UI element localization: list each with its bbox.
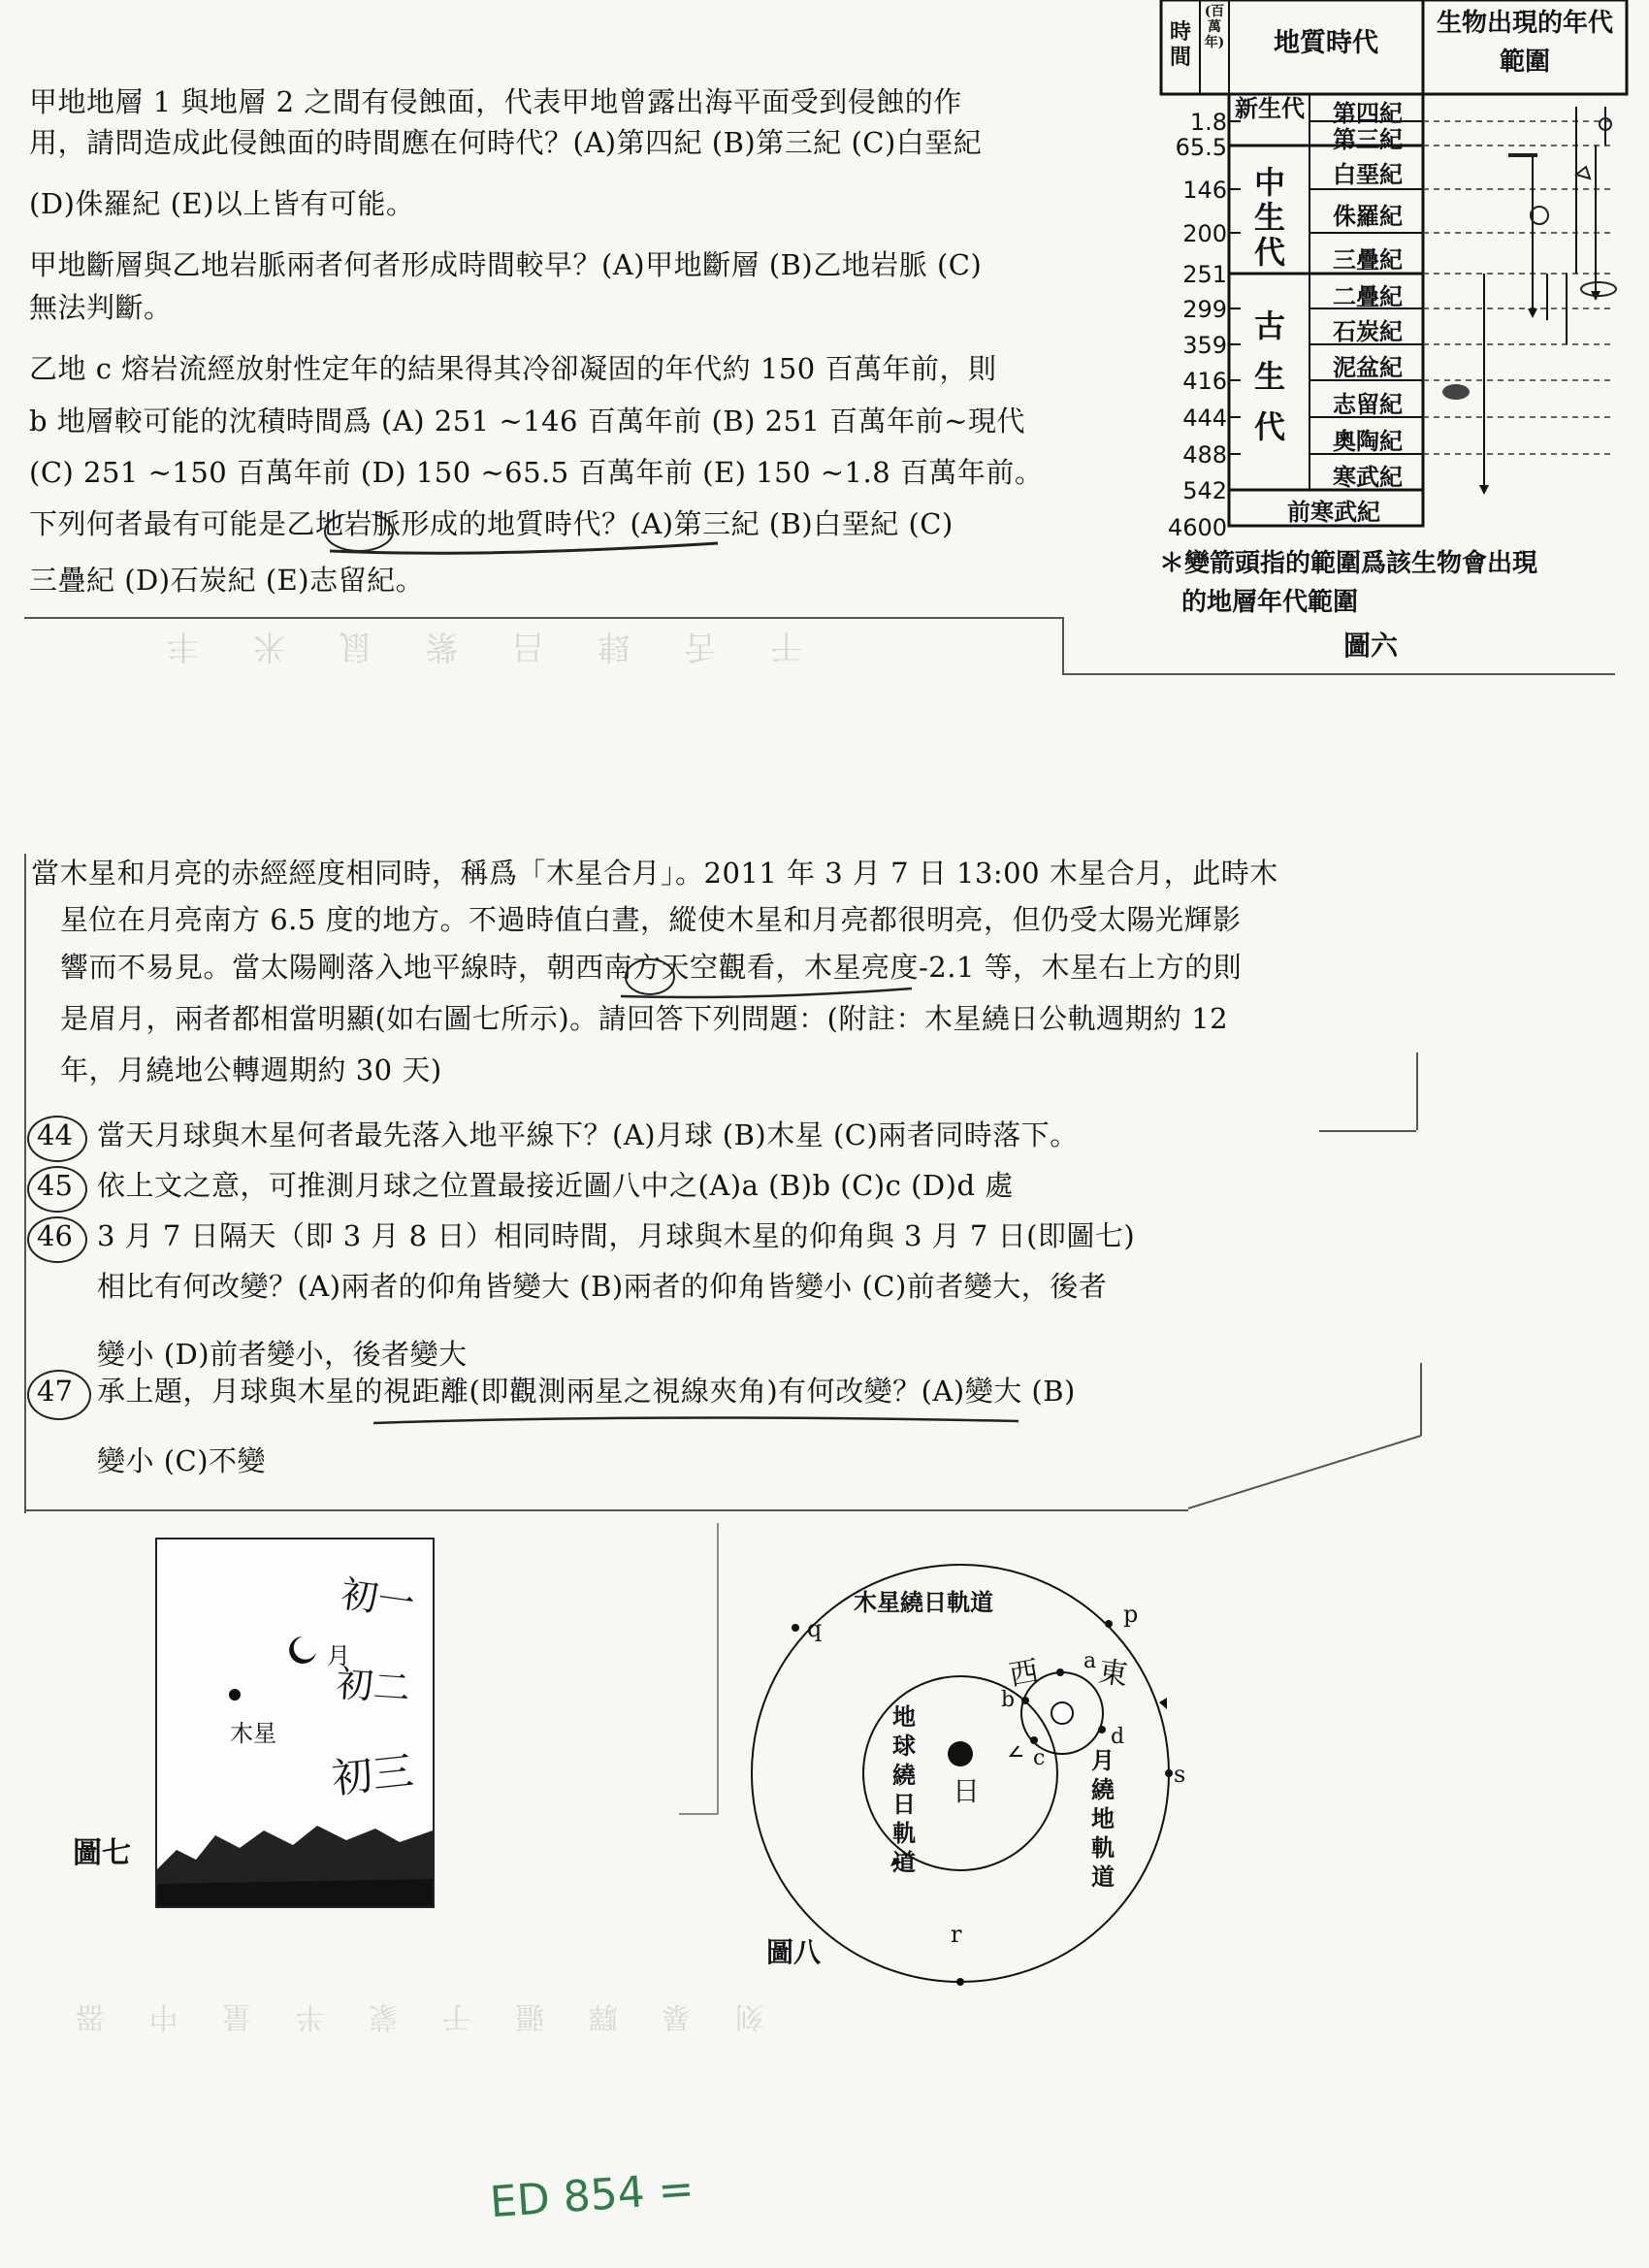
handwritten-underline: [369, 1411, 1028, 1431]
table-note: 的地層年代範圍: [1181, 588, 1359, 617]
handwriting: 初三: [329, 1746, 416, 1803]
figure-7: [155, 1538, 435, 1908]
period-precambrian: 前寒武紀: [1287, 498, 1380, 526]
sun-label: 日: [953, 1775, 981, 1807]
period-label: 第四紀: [1333, 99, 1403, 127]
paste-edge: [1164, 1358, 1436, 1513]
handwritten-underline: [291, 514, 737, 563]
geologic-time-table: [1149, 0, 1639, 543]
earth: [1051, 1702, 1073, 1724]
age-label: 542: [1182, 477, 1227, 504]
passage-line: 是眉月，兩者都相當明顯(如右圖七所示)。請回答下列問題：(附註：木星繞日公軌週期約 12: [60, 1002, 1229, 1035]
handwritten-score: ED 854 =: [488, 2163, 696, 2228]
header-range: 生物出現的年代範圍: [1436, 9, 1613, 77]
period-label: 侏羅紀: [1333, 202, 1403, 230]
point-label: c: [1033, 1746, 1046, 1770]
jupiter-orbit-label: 木星繞日軌道: [854, 1588, 993, 1616]
paste-edge: [1416, 1053, 1418, 1130]
age-label: 251: [1182, 261, 1227, 288]
age-label: 299: [1182, 296, 1227, 323]
question-line: (D)侏羅紀 (E)以上皆有可能。: [29, 187, 415, 220]
point-label: b: [1001, 1688, 1016, 1712]
bleed-through: 干 舌 肆 吕 紫 鼠 米 丰: [146, 627, 803, 665]
question-number: 45: [37, 1169, 73, 1202]
question-line: 下列何者最有可能是乙地岩脈形成的地質時代？(A)第三紀 (B)白堊紀 (C): [29, 507, 954, 540]
earth-orbit-label: 地球繞日軌道: [892, 1702, 916, 1876]
period-label: 泥盆紀: [1333, 353, 1403, 381]
question-number: 47: [37, 1375, 73, 1408]
era-paleozoic: 古生代: [1253, 308, 1285, 445]
question-line: 乙地 c 熔岩流經放射性定年的結果得其冷卻凝固的年代約 150 百萬年前，則: [29, 352, 997, 385]
period-label: 第三紀: [1333, 125, 1403, 153]
moon-crescent: [289, 1636, 316, 1664]
passage-line: 年，月繞地公轉週期約 30 天): [60, 1053, 442, 1086]
paste-edge: [24, 854, 26, 1513]
moon-label: 月: [327, 1642, 350, 1669]
figure-caption: 圖七: [73, 1836, 131, 1870]
handwritten-underline: [601, 956, 922, 1004]
age-label: 444: [1182, 405, 1227, 432]
question-text: 依上文之意，可推測月球之位置最接近圖八中之(A)a (B)b (C)c (D)d 處: [97, 1169, 1014, 1202]
table-note: ＊變箭頭指的範圍爲該生物會出現: [1159, 549, 1538, 578]
question-text: 變小 (C)不變: [97, 1444, 267, 1477]
question-number: 46: [37, 1219, 73, 1252]
question-line: b 地層較可能的沈積時間爲 (A) 251 ~146 百萬年前 (B) 251 百萬年前~現代: [29, 405, 1025, 437]
period-label: 奧陶紀: [1333, 427, 1403, 455]
period-label: 二疊紀: [1333, 282, 1403, 310]
figure-caption: 圖八: [766, 1936, 822, 1968]
point-label: r: [951, 1921, 962, 1948]
paste-edge: [1062, 617, 1064, 675]
age-label: 1.8: [1189, 109, 1227, 136]
jupiter-label: 木星: [230, 1720, 276, 1747]
question-text: 當天月球與木星何者最先落入地平線下？(A)月球 (B)木星 (C)兩者同時落下。: [97, 1118, 1079, 1151]
period-label: 志留紀: [1333, 390, 1403, 418]
age-label: 359: [1182, 332, 1227, 359]
question-text: 承上題，月球與木星的視距離(即觀測兩星之視線夾角)有何改變？(A)變大 (B): [97, 1375, 1076, 1408]
question-line: 用，請問造成此侵蝕面的時間應在何時代？(A)第四紀 (B)第三紀 (C)白堊紀: [29, 126, 983, 159]
point-label: p: [1123, 1601, 1139, 1628]
age-label: 416: [1182, 368, 1227, 395]
question-number: 44: [37, 1118, 73, 1151]
point-label: s: [1174, 1761, 1186, 1788]
handwriting: 初二: [335, 1662, 412, 1710]
question-line: 三疊紀 (D)石炭紀 (E)志留紀。: [29, 564, 425, 597]
question-text: 相比有何改變？(A)兩者的仰角皆變大 (B)兩者的仰角皆變小 (C)前者變大，後者: [97, 1270, 1108, 1303]
question-line: (C) 251 ~150 百萬年前 (D) 150 ~65.5 百萬年前 (E) 150 ~1.8 百萬年前。: [29, 456, 1044, 489]
question-line: 甲地斷層與乙地岩脈兩者何者形成時間較早？(A)甲地斷層 (B)乙地岩脈 (C): [29, 248, 983, 281]
age-label: 146: [1182, 177, 1227, 204]
point-label: q: [807, 1615, 823, 1642]
moon-orbit-label: 月繞地軌道: [1091, 1746, 1115, 1891]
period-label: 石炭紀: [1333, 317, 1403, 345]
era-cenozoic: 新生代: [1235, 94, 1305, 122]
point-label: a: [1083, 1649, 1097, 1673]
header-era: 地質時代: [1274, 28, 1378, 58]
handwriting: 初一: [338, 1571, 418, 1626]
question-text: 3 月 7 日隔天（即 3 月 8 日）相同時間，月球與木星的仰角與 3 月 7 日(即圖七): [97, 1219, 1136, 1252]
question-line: 無法判斷。: [29, 291, 173, 324]
paste-edge: [24, 617, 1062, 619]
paste-edge: [24, 1509, 1188, 1511]
question-line: 甲地地層 1 與地層 2 之間有侵蝕面，代表甲地曾露出海平面受到侵蝕的作: [29, 85, 962, 118]
age-label: 65.5: [1175, 134, 1227, 161]
age-label: 200: [1182, 220, 1227, 247]
sun: [948, 1741, 973, 1766]
bleed-through: 刻 暴 驛 疆 于 蒙 半 量 中 器: [58, 1999, 764, 2033]
passage-line: 星位在月亮南方 6.5 度的地方。不過時值白晝，縱使木星和月亮都很明亮，但仍受太陽光輝影: [60, 903, 1242, 936]
period-label: 白堊紀: [1333, 160, 1403, 188]
era-mesozoic: 中生代: [1253, 164, 1285, 271]
age-label: 488: [1182, 441, 1227, 469]
handwriting: 西: [1006, 1654, 1042, 1694]
handwriting: 東: [1096, 1655, 1130, 1693]
question-text: 變小 (D)前者變小，後者變大: [97, 1338, 468, 1371]
paste-edge: [1319, 1130, 1416, 1132]
passage-line: 響而不易見。當太陽剛落入地平線時，朝西南方天空觀看，木星亮度-2.1 等，木星右上方的則: [60, 951, 1243, 984]
paste-edge: [1062, 673, 1615, 675]
age-label: 4600: [1167, 514, 1227, 541]
passage-line: 當木星和月亮的赤經經度相同時，稱爲「木星合月」。2011 年 3 月 7 日 13:00 木星合月，此時木: [31, 857, 1278, 890]
header-time: 時間: [1169, 19, 1191, 70]
period-label: 三疊紀: [1333, 245, 1403, 274]
header-unit: (百萬年): [1204, 4, 1225, 50]
jupiter-dot: [229, 1689, 241, 1701]
figure-caption: 圖六: [1343, 630, 1399, 662]
period-label: 寒武紀: [1333, 463, 1403, 491]
point-label: d: [1111, 1725, 1125, 1749]
